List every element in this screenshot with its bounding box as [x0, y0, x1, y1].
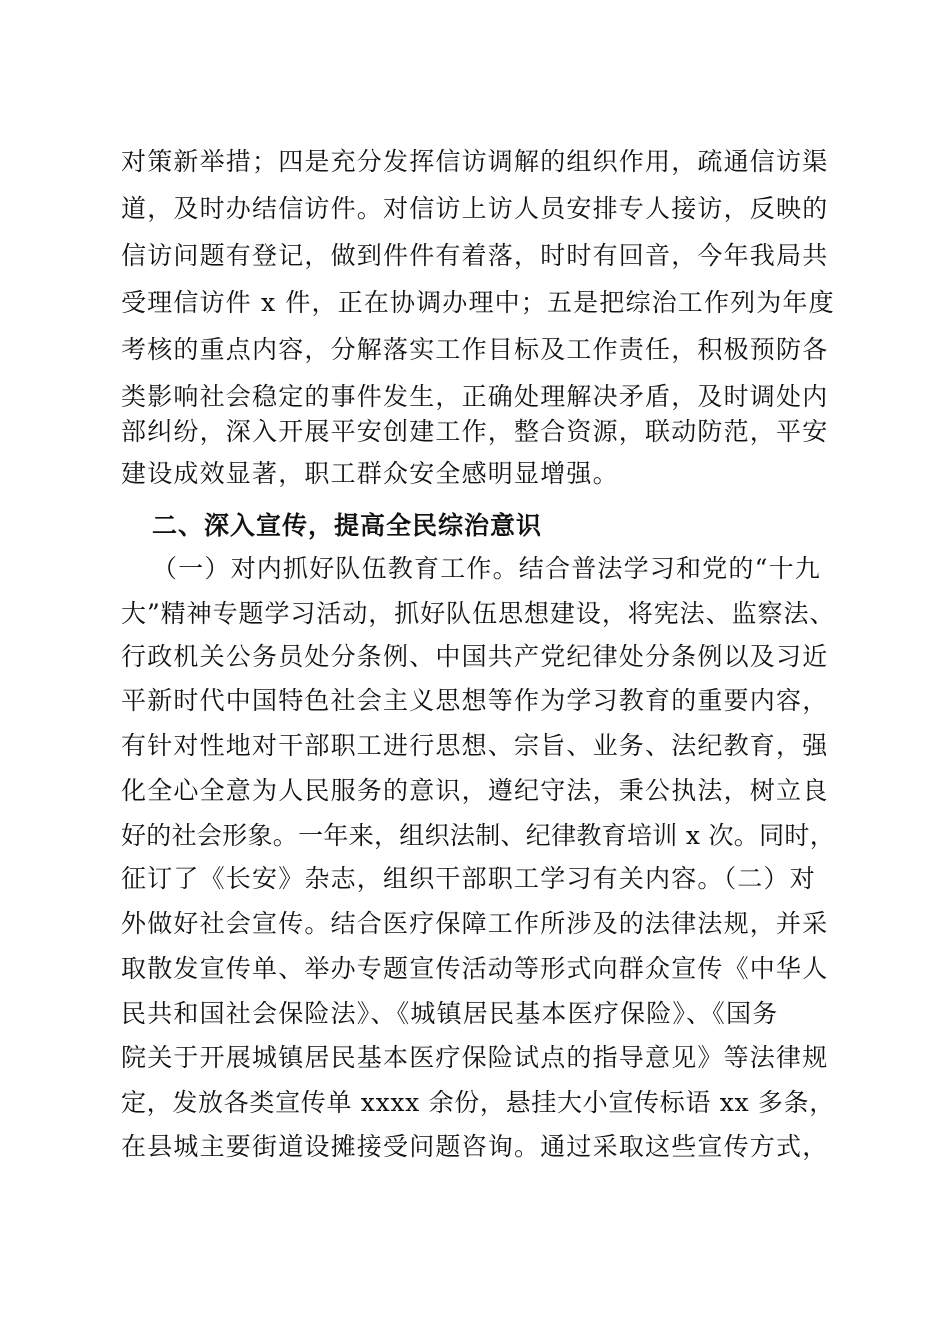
body-text-line: 院关于开展城镇居民基本医疗保险试点的指导意见》等法律规 [121, 1043, 829, 1072]
body-text-line: 道，及时办结信访件。对信访上访人员安排专人接访，反映的 [121, 194, 829, 223]
body-text-line: 取散发宣传单、举办专题宣传活动等形式向群众宣传《中华人 [121, 954, 829, 983]
body-text-line: 民共和国社会保险法》、《城镇居民基本医疗保险》、《国务 [121, 999, 779, 1028]
body-text-line: 受理信访件 x 件，正在协调办理中；五是把综治工作列为年度 [121, 288, 835, 317]
body-text-line: 平新时代中国特色社会主义思想等作为学习教育的重要内容， [121, 686, 829, 715]
body-text-line: 建设成效显著，职工群众安全感明显增强。 [121, 459, 619, 488]
body-text-line: 信访问题有登记，做到件件有着落，时时有回音，今年我局共 [121, 241, 829, 270]
body-text-line: 外做好社会宣传。结合医疗保障工作所涉及的法律法规，并采 [121, 909, 829, 938]
body-text-line: （一）对内抓好队伍教育工作。结合普法学习和党的“十九 [152, 554, 821, 583]
body-text-line: 考核的重点内容，分解落实工作目标及工作责任，积极预防各 [121, 335, 829, 364]
body-text-line: 类影响社会稳定的事件发生，正确处理解决矛盾，及时调处内 [121, 382, 829, 411]
body-text-line: 好的社会形象。一年来，组织法制、纪律教育培训 x 次。同时， [121, 821, 835, 850]
body-text-line: 定，发放各类宣传单 xxxx 余份，悬挂大小宣传标语 xx 多条， [121, 1088, 835, 1117]
body-text-line: 部纠纷，深入开展平安创建工作，整合资源，联动防范，平安 [121, 417, 829, 446]
body-text-line: 在县城主要街道设摊接受问题咨询。通过采取这些宣传方式， [121, 1132, 829, 1161]
body-text-line: 有针对性地对干部职工进行思想、宗旨、业务、法纪教育，强 [121, 731, 829, 760]
body-text-line: 大”精神专题学习活动，抓好队伍思想建设，将宪法、监察法、 [121, 599, 836, 628]
body-text-line: 对策新举措；四是充分发挥信访调解的组织作用，疏通信访渠 [121, 147, 829, 176]
body-text-line: 行政机关公务员处分条例、中国共产党纪律处分条例以及习近 [121, 642, 829, 671]
section-heading: 二、深入宣传，提高全民综治意识 [152, 511, 543, 540]
body-text-line: 征订了《长安》杂志，组织干部职工学习有关内容。（二）对 [121, 864, 816, 893]
body-text-line: 化全心全意为人民服务的意识，遵纪守法，秉公执法，树立良 [121, 776, 829, 805]
